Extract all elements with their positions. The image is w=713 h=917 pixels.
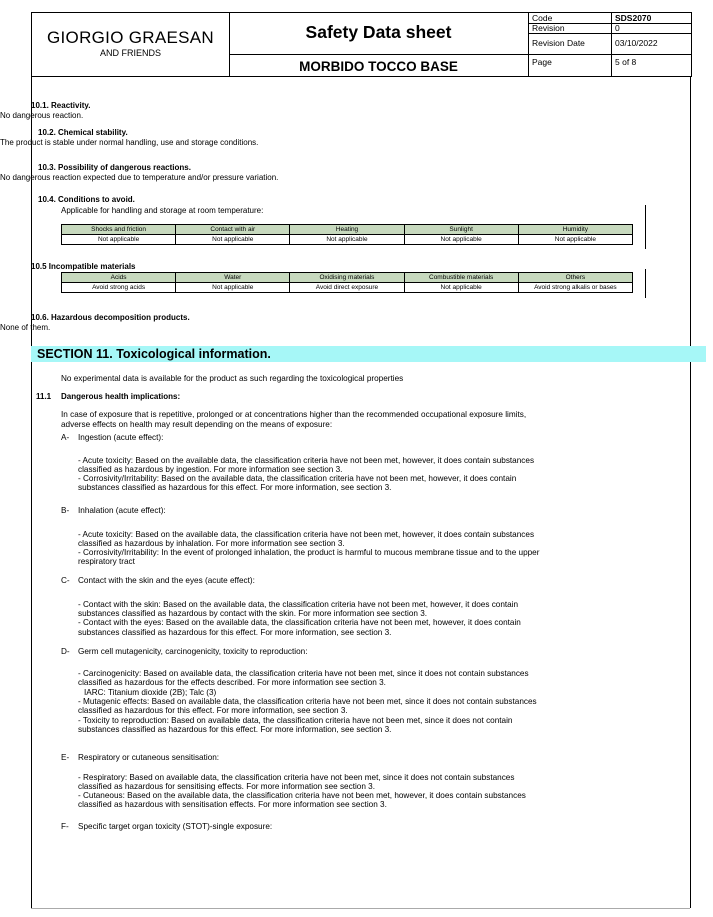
paragraph-line: - Acute toxicity: Based on the available data, the classification criteria have not been met, however, it does contain substances bbox=[78, 456, 535, 465]
table-header: Heating bbox=[290, 225, 404, 235]
item-d-title: Germ cell mutagenicity, carcinogenicity, toxicity to reproduction: bbox=[78, 647, 308, 656]
revision-date-label: Revision Date bbox=[532, 38, 585, 48]
item-e-label: E- bbox=[61, 753, 70, 762]
revision-date-value: 03/10/2022 bbox=[615, 38, 658, 48]
heading-10-5: 10.5 Incompatible materials bbox=[31, 262, 136, 271]
paragraph-line: - Toxicity to reproduction: Based on available data, the classification criteria have not been met, since it does not contain bbox=[78, 716, 513, 725]
heading-10-6: 10.6. Hazardous decomposition products. bbox=[31, 313, 190, 322]
table-marker bbox=[645, 205, 646, 249]
table-cell: Not applicable bbox=[518, 235, 632, 245]
text-10-2: The product is stable under normal handling, use and storage conditions. bbox=[0, 138, 259, 147]
paragraph-line: substances classified as hazardous for this effect. For more information, see section 3. bbox=[78, 483, 392, 492]
paragraph-line: - Contact with the skin: Based on the available data, the classification criteria have not been met, however, it does contain bbox=[78, 600, 519, 609]
table-header: Humidity bbox=[518, 225, 632, 235]
heading-10-3: 10.3. Possibility of dangerous reactions. bbox=[38, 163, 191, 172]
table-header: Water bbox=[176, 273, 290, 283]
page-value: 5 of 8 bbox=[615, 57, 637, 67]
heading-10-4: 10.4. Conditions to avoid. bbox=[38, 195, 135, 204]
text-10-4: Applicable for handling and storage at room temperature: bbox=[61, 206, 264, 215]
bottom-border bbox=[31, 908, 690, 909]
right-border bbox=[690, 76, 691, 908]
item-e-title: Respiratory or cutaneous sensitisation: bbox=[78, 753, 220, 762]
section-11-title: SECTION 11. Toxicological information. bbox=[37, 347, 271, 361]
code-value: SDS2070 bbox=[615, 13, 652, 23]
paragraph-line: substances classified as hazardous for this effect. For more information, see section 3. bbox=[78, 725, 392, 734]
table-header: Contact with air bbox=[176, 225, 290, 235]
item-c-label: C- bbox=[61, 576, 70, 585]
item-a-label: A- bbox=[61, 433, 70, 442]
table-cell: Not applicable bbox=[62, 235, 176, 245]
item-b-label: B- bbox=[61, 506, 70, 515]
revision-value: 0 bbox=[615, 23, 620, 33]
item-f-title: Specific target organ toxicity (STOT)-single exposure: bbox=[78, 822, 273, 831]
table-cell: Not applicable bbox=[290, 235, 404, 245]
paragraph-line: classified as hazardous by inhalation. For more information see section 3. bbox=[78, 539, 345, 548]
paragraph-line: - Corrosivity/Irritability: In the event of prolonged inhalation, the product is harmful to mucous membrane tissue and to the upper bbox=[78, 548, 540, 557]
table-cell: Not applicable bbox=[176, 283, 290, 293]
left-border bbox=[31, 76, 32, 908]
document-title: Safety Data sheet bbox=[305, 22, 452, 42]
text-10-1: No dangerous reaction. bbox=[0, 111, 84, 120]
paragraph-line: - Cutaneous: Based on the available data, the classification criteria have not been met, however, it does contain substances bbox=[78, 791, 526, 800]
paragraph-line: IARC: Titanium dioxide (2B); Talc (3) bbox=[84, 688, 217, 697]
page-label: Page bbox=[532, 57, 552, 67]
paragraph-line: - Respiratory: Based on available data, the classification criteria have not been met, since it does not contain substances bbox=[78, 773, 515, 782]
code-label: Code bbox=[532, 13, 553, 23]
heading-10-2: 10.2. Chemical stability. bbox=[38, 128, 128, 137]
incompatible-table bbox=[61, 272, 633, 293]
paragraph-line: - Corrosivity/Irritability: Based on the available data, the classification criteria have not been met, however, it does contain bbox=[78, 474, 517, 483]
table-header: Oxidising materials bbox=[290, 273, 404, 283]
company-name: GIORGIO GRAESAN bbox=[47, 28, 214, 47]
text-10-6: None of them. bbox=[0, 323, 51, 332]
paragraph-line: substances classified as hazardous for this effect. For more information, see section 3. bbox=[78, 628, 392, 637]
exposure-line: In case of exposure that is repetitive, prolonged or at concentrations higher than the recommended occupational exposure limits, bbox=[61, 410, 527, 419]
product-name: MORBIDO TOCCO BASE bbox=[299, 59, 458, 74]
table-cell: Not applicable bbox=[404, 235, 518, 245]
table-cell: Avoid direct exposure bbox=[290, 283, 404, 293]
paragraph-line: - Acute toxicity: Based on the available data, the classification criteria have not been met, however, it does contain substances bbox=[78, 530, 535, 539]
text-10-3: No dangerous reaction expected due to temperature and/or pressure variation. bbox=[0, 173, 279, 182]
table-marker bbox=[645, 269, 646, 298]
paragraph-line: substances classified as hazardous by contact with the skin. For more information see section 3. bbox=[78, 609, 428, 618]
section-11-header bbox=[31, 346, 706, 362]
revision-label: Revision bbox=[532, 23, 565, 33]
heading-11-1-number: 11.1 bbox=[36, 392, 52, 401]
item-f-label: F- bbox=[61, 822, 69, 831]
paragraph-line: classified as hazardous for sensitising effects. For more information see section 3. bbox=[78, 782, 376, 791]
heading-10-1: 10.1. Reactivity. bbox=[31, 101, 91, 110]
paragraph-line: - Carcinogenicity: Based on available data, the classification criteria have not been met, since it does not contain substances bbox=[78, 669, 529, 678]
table-cell: Not applicable bbox=[404, 283, 518, 293]
intro-text: No experimental data is available for the product as such regarding the toxicological properties bbox=[61, 374, 404, 383]
table-header: Combustible materials bbox=[404, 273, 518, 283]
paragraph-line: - Contact with the eyes: Based on the available data, the classification criteria have not been met, however, it does contain bbox=[78, 618, 521, 627]
table-header: Acids bbox=[62, 273, 176, 283]
heading-11-1: Dangerous health implications: bbox=[61, 392, 181, 401]
paragraph-line: classified as hazardous with sensitisation effects. For more information see section 3. bbox=[78, 800, 387, 809]
paragraph-line: classified as hazardous for this effect. For more information, see section 3. bbox=[78, 706, 348, 715]
item-b-title: Inhalation (acute effect): bbox=[78, 506, 166, 515]
table-cell: Avoid strong acids bbox=[62, 283, 176, 293]
table-cell: Not applicable bbox=[176, 235, 290, 245]
table-header: Sunlight bbox=[404, 225, 518, 235]
company-subtitle: AND FRIENDS bbox=[99, 48, 161, 58]
conditions-table bbox=[61, 224, 633, 245]
item-c-title: Contact with the skin and the eyes (acute effect): bbox=[78, 576, 255, 585]
paragraph-line: respiratory tract bbox=[78, 557, 135, 566]
paragraph-line: classified as hazardous for the effects described. For more information see section 3. bbox=[78, 678, 386, 687]
item-a-title: Ingestion (acute effect): bbox=[78, 433, 164, 442]
paragraph-line: - Mutagenic effects: Based on available data, the classification criteria have not been met, since it does not contain substances bbox=[78, 697, 537, 706]
exposure-line: adverse effects on health may result depending on the means of exposure: bbox=[61, 420, 333, 429]
table-header: Shocks and friction bbox=[62, 225, 176, 235]
document-header bbox=[31, 12, 692, 77]
table-header: Others bbox=[518, 273, 632, 283]
item-d-label: D- bbox=[61, 647, 70, 656]
paragraph-line: classified as hazardous by ingestion. For more information see section 3. bbox=[78, 465, 343, 474]
table-cell: Avoid strong alkalis or bases bbox=[518, 283, 632, 293]
